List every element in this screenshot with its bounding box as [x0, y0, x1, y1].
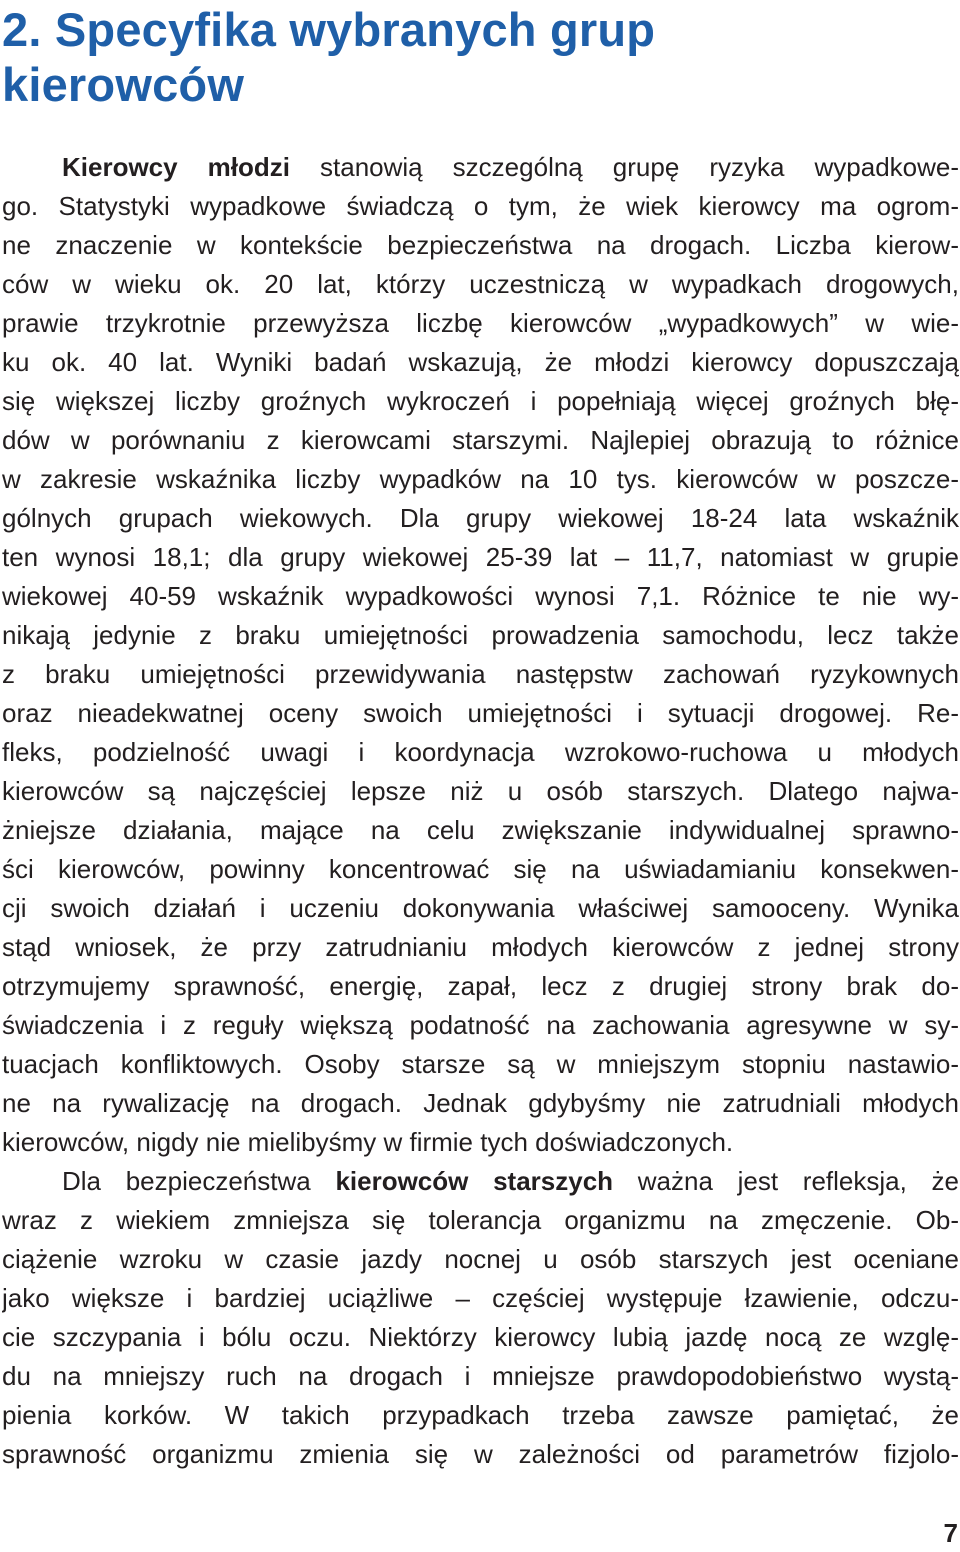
text-line: go. Statystyki wypadkowe świadczą o tym, że wiek kierowcy ma ogrom-: [2, 191, 959, 221]
text-line: jako większe i bardziej uciążliwe – częściej występuje łzawienie, odczu-: [2, 1283, 959, 1313]
heading-line-1: 2. Specyfika wybranych grup: [2, 3, 656, 56]
text-line: z braku umiejętności przewidywania następstw zachowań ryzykownych: [2, 659, 959, 689]
text-line: kierowców są najczęściej lepsze niż u osób starszych. Dlatego najwa-: [2, 776, 959, 806]
text-line: cji swoich działań i uczeniu dokonywania właściwej samooceny. Wynika: [2, 893, 959, 923]
bold-term: kierowców starszych: [335, 1166, 614, 1196]
text-run: Dla bezpieczeństwa: [62, 1166, 336, 1196]
text-line: kierowców, nigdy nie mielibyśmy w firmie tych doświadczonych.: [2, 1127, 734, 1157]
text-line: pienia korków. W takich przypadkach trzeba zawsze pamiętać, że: [2, 1400, 959, 1430]
paragraph-older-drivers: [2, 1162, 959, 1474]
text-run: ważna jest refleksja, że: [613, 1166, 959, 1196]
text-line: [2, 148, 959, 187]
text-line: ciążenie wzroku w czasie jazdy nocnej u osób starszych jest oceniane: [2, 1244, 959, 1274]
text-line: w zakresie wskaźnika liczby wypadków na 10 tys. kierowców w poszcze-: [2, 464, 959, 494]
text-line: ców w wieku ok. 20 lat, którzy uczestniczą w wypadkach drogowych,: [2, 269, 959, 299]
text-line: ne na rywalizację na drogach. Jednak gdybyśmy nie zatrudniali młodych: [2, 1088, 959, 1118]
text-line: wraz z wiekiem zmniejsza się tolerancja organizmu na zmęczenie. Ob-: [2, 1205, 959, 1235]
text-line: stąd wniosek, że przy zatrudnianiu młodych kierowców z jednej strony: [2, 932, 959, 962]
text-line: się większej liczby groźnych wykroczeń i popełniają więcej groźnych błę-: [2, 386, 959, 416]
text-run: stanowią szczególną grupę ryzyka wypadkowe-: [289, 152, 959, 182]
text-line: cie szczypania i bólu oczu. Niektórzy kierowcy lubią jazdę nocą ze wzglę-: [2, 1322, 959, 1352]
text-line: dów w porównaniu z kierowcami starszymi. Najlepiej obrazują to różnice: [2, 425, 959, 455]
text-line: prawie trzykrotnie przewyższa liczbę kierowców „wypadkowych” w wie-: [2, 308, 959, 338]
text-line: ne znaczenie w kontekście bezpieczeństwa na drogach. Liczba kierow-: [2, 230, 959, 260]
bold-term: Kierowcy młodzi: [62, 152, 290, 182]
text-line: otrzymujemy sprawność, energię, zapał, lecz z drugiej strony brak do-: [2, 971, 959, 1001]
paragraph-young-drivers: [2, 148, 959, 1162]
text-line: ku ok. 40 lat. Wyniki badań wskazują, że młodzi kierowcy dopuszczają: [2, 347, 959, 377]
text-line: [2, 1162, 959, 1201]
text-line: gólnych grupach wiekowych. Dla grupy wiekowej 18-24 lata wskaźnik: [2, 503, 959, 533]
text-line: fleks, podzielność uwagi i koordynacja wzrokowo-ruchowa u młodych: [2, 737, 959, 767]
text-line: du na mniejszy ruch na drogach i mniejsze prawdopodobieństwo wystą-: [2, 1361, 959, 1391]
page-number: 7: [943, 1518, 958, 1548]
section-heading: [2, 2, 902, 112]
text-line: sprawność organizmu zmienia się w zależności od parametrów fizjolo-: [2, 1439, 959, 1469]
text-line: żniejsze działania, mające na celu zwiększanie indywidualnej sprawno-: [2, 815, 959, 845]
text-line: ten wynosi 18,1; dla grupy wiekowej 25-39 lat – 11,7, natomiast w grupie: [2, 542, 959, 572]
text-line: oraz nieadekwatnej oceny swoich umiejętności i sytuacji drogowej. Re-: [2, 698, 959, 728]
body-text: [2, 148, 959, 1474]
text-line: świadczenia i z reguły większą podatność na zachowania agresywne w sy-: [2, 1010, 959, 1040]
text-line: wiekowej 40-59 wskaźnik wypadkowości wynosi 7,1. Różnice te nie wy-: [2, 581, 959, 611]
heading-line-2: kierowców: [2, 58, 245, 111]
text-line: ści kierowców, powinny koncentrować się na uświadamianiu konsekwen-: [2, 854, 959, 884]
text-line: nikają jedynie z braku umiejętności prowadzenia samochodu, lecz także: [2, 620, 959, 650]
text-line: tuacjach konfliktowych. Osoby starsze są w mniejszym stopniu nastawio-: [2, 1049, 959, 1079]
